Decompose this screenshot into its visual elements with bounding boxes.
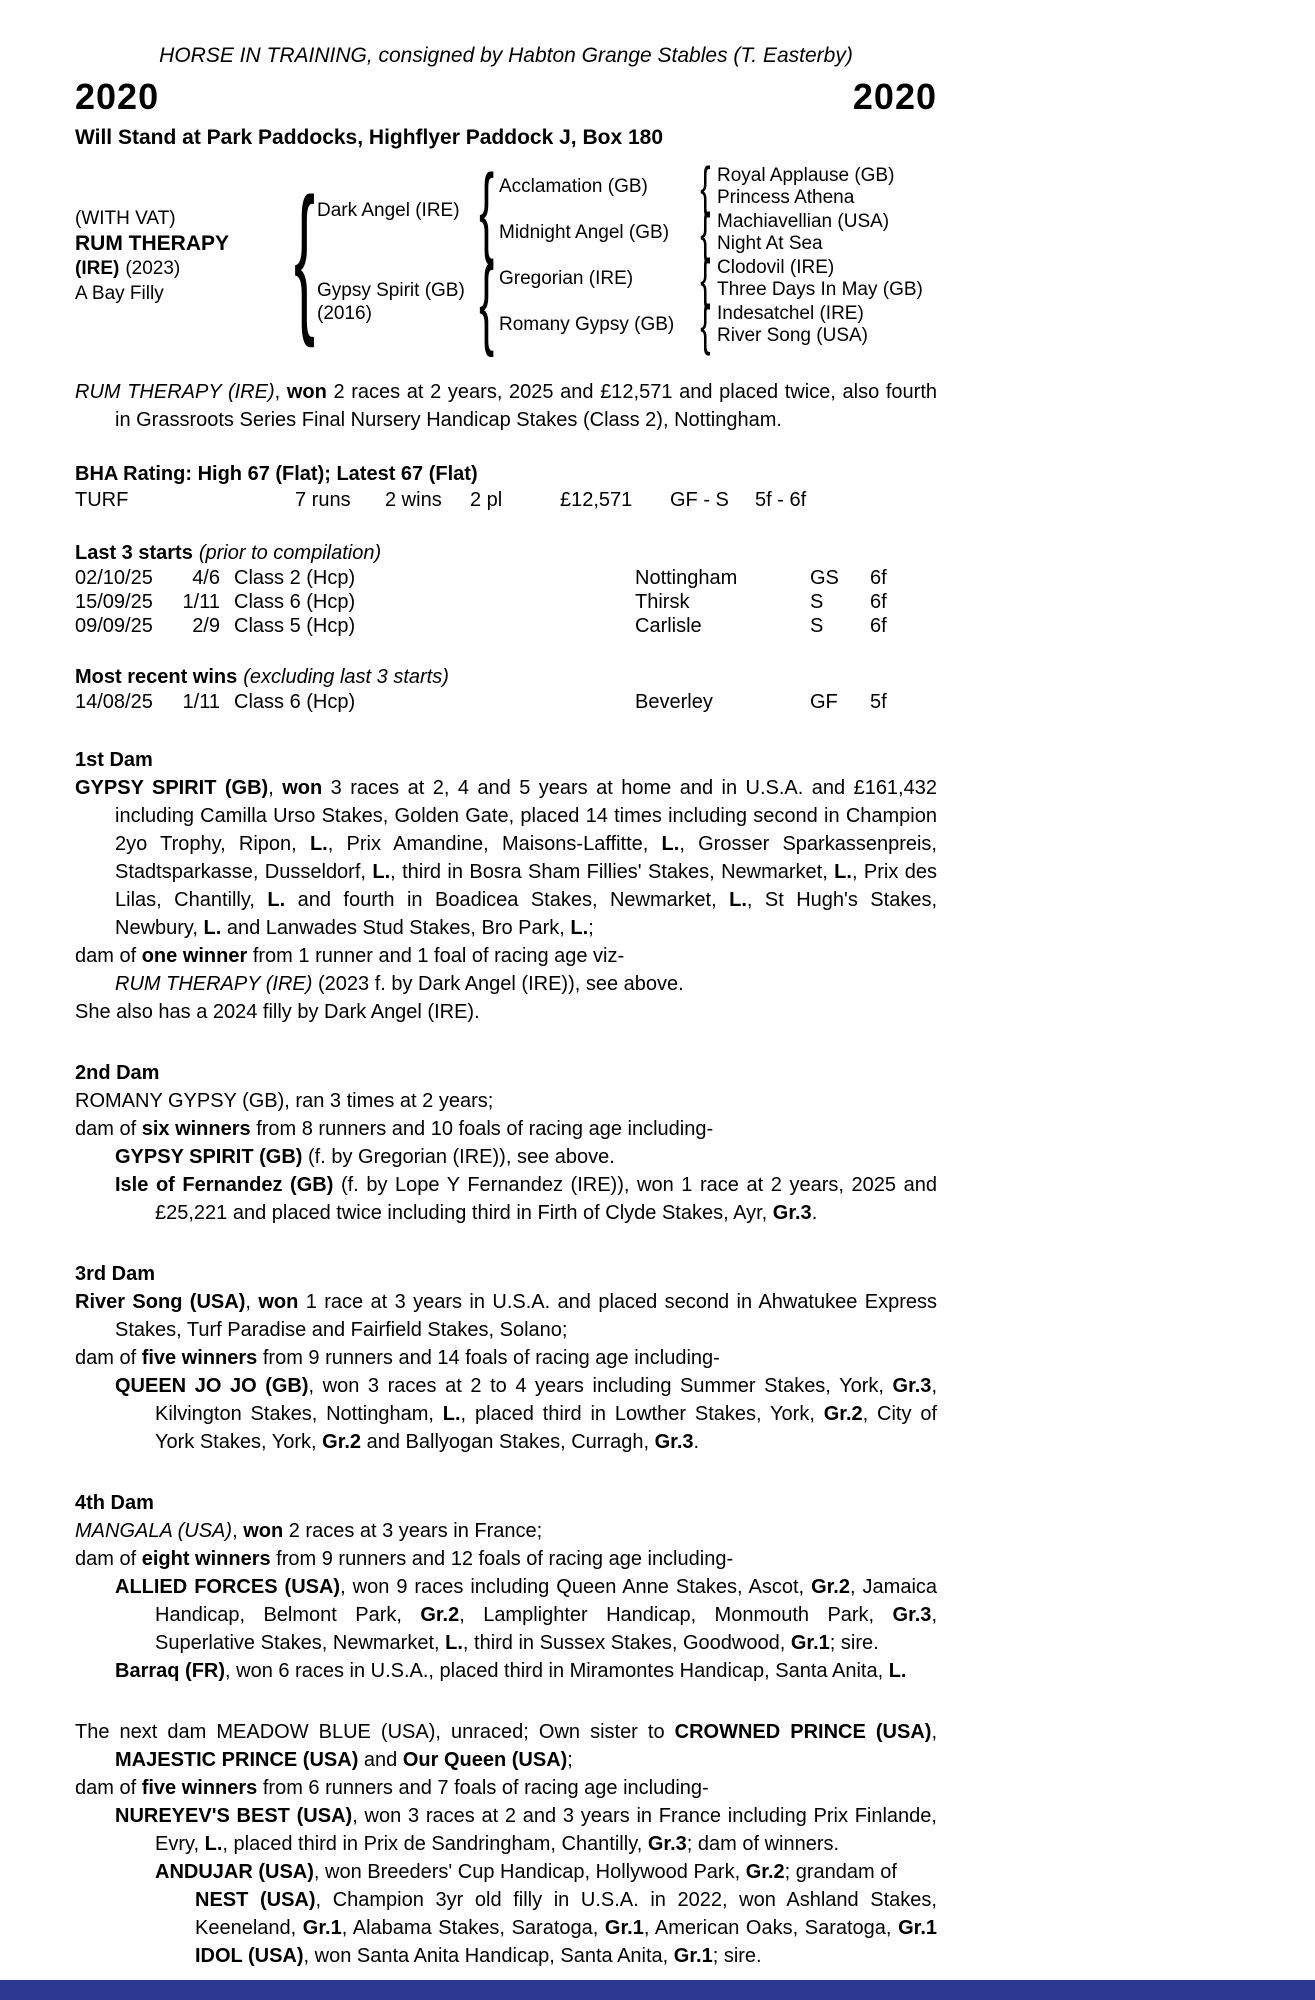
race-summary-text: RUM THERAPY (IRE), won 2 races at 2 years, 2025 and £12,571 and placed twice, also fourth in Grassroots Series Final Nursery Handicap Stakes (Class 2), Nottingham. [75,381,937,431]
third-dam-heading: 3rd Dam [75,1263,156,1285]
gen3-sire: Clodovil (IRE) [717,257,835,278]
race-going: GS [810,567,839,589]
race-date: 09/09/25 [75,615,153,637]
first-dam-note: She also has a 2024 filly by Dark Angel (IRE). [75,1001,480,1023]
second-dam-produce-item: Isle of Fernandez (GB) (f. by Lope Y Fernandez (IRE)), won 1 race at 2 years, 2025 and £25,221 and placed twice including third in Firth of Clyde Stakes, Ayr, Gr.3. [115,1174,937,1224]
turf-summary-row [75,487,937,513]
race-position: 4/6 [192,567,220,589]
race-class: Class 6 (Hcp) [234,691,356,713]
dam-parents [499,247,933,356]
first-dam-produce-intro: dam of one winner from 1 runner and 1 foal of racing age viz- [75,945,625,967]
second-dam-text: ROMANY GYPSY (GB), ran 3 times at 2 years; [75,1090,494,1112]
next-dam-produce-item: ANDUJAR (USA), won Breeders' Cup Handicap, Hollywood Park, Gr.2; grandam of [155,1861,897,1883]
pedigree-brace-small: { [699,247,711,310]
vat-note: (WITH VAT) [75,208,176,229]
fourth-dam-produce-intro: dam of eight winners from 9 runners and 12 foals of racing age including- [75,1548,734,1570]
pedigree-brace-sire: { [479,154,495,266]
gen3-dam: Night At Sea [717,233,823,254]
race-venue: Thirsk [635,591,690,613]
race-class: Class 5 (Hcp) [234,615,356,637]
gen3-pair [717,257,933,301]
lot-number-left: 2020 [75,76,160,117]
race-position: 1/11 [182,591,220,613]
bha-rating-block [75,461,937,513]
horse-year: (2023) [125,258,181,279]
sire-parents [499,155,933,264]
fourth-dam-produce-item: Barraq (FR), won 6 races in U.S.A., placed third in Miramontes Handicap, Santa Anita, L. [115,1660,907,1682]
gen3-dam: Princess Athena [717,187,855,208]
fourth-dam-produce-item: ALLIED FORCES (USA), won 9 races including Queen Anne Stakes, Ascot, Gr.2, Jamaica Handicap, Belmont Park, Gr.2, Lamplighter Handicap, Monmouth Park, Gr.3, Superlative Stakes, Newmarket, L., third in Sussex Stakes, Goodwood, Gr.1; sire. [115,1576,938,1654]
pedigree-table [75,154,937,358]
recent-wins-heading [75,664,937,690]
pedigree-row [499,155,933,218]
second-dam-produce-item: GYPSY SPIRIT (GB) (f. by Gregorian (IRE)), see above. [115,1146,615,1168]
gen3-pair [717,211,933,255]
surface-label: TURF [75,489,129,511]
gen2-name: Acclamation (GB) [499,176,648,197]
next-dam-text: The next dam MEADOW BLUE (USA), unraced; Own sister to CROWNED PRINCE (USA), MAJESTIC PRINCE (USA) and Our Queen (USA); [75,1721,937,1771]
dam-year: (2016) [317,303,372,324]
gen3-dam: River Song (USA) [717,325,868,346]
third-dam-text: River Song (USA), won 1 race at 3 years in U.S.A. and placed second in Ahwatukee Express Stakes, Turf Paradise and Fairfield Stakes, Solano; [75,1291,937,1341]
pedigree-brace-small: { [699,293,711,356]
first-dam-heading: 1st Dam [75,749,153,771]
gen3-sire: Royal Applause (GB) [717,165,895,186]
race-venue: Carlisle [635,615,702,637]
fourth-dam-section [75,1489,937,1685]
race-position: 2/9 [192,615,220,637]
recent-wins-subtitle: (excluding last 3 starts) [243,666,449,688]
distance-range: 5f - 6f [755,489,807,511]
gen2-name: Gregorian (IRE) [499,268,634,289]
pedigree-dam-row [317,246,933,358]
fourth-dam-heading: 4th Dam [75,1492,154,1514]
next-dam-section [75,1718,937,1970]
bha-rating-line: BHA Rating: High 67 (Flat); Latest 67 (Flat) [75,463,478,485]
third-dam-produce-intro: dam of five winners from 9 runners and 14 foals of racing age including- [75,1347,720,1369]
first-dam-section [75,746,937,1026]
gen3-pair [717,165,933,209]
gen3-pair [717,303,933,347]
race-row [75,590,937,614]
gen3-dam: Three Days In May (GB) [717,279,923,300]
going-range: GF - S [670,489,729,511]
consignor-line: HORSE IN TRAINING, consigned by Habton Grange Stables (T. Easterby) [159,44,853,67]
race-going: GF [810,691,838,713]
race-going: S [810,591,824,613]
second-dam-heading: 2nd Dam [75,1062,160,1084]
second-dam-section [75,1059,937,1227]
race-class: Class 6 (Hcp) [234,591,356,613]
sire-name-block [317,199,475,222]
horse-name: RUM THERAPY [75,232,230,255]
stand-location: Will Stand at Park Paddocks, Highflyer Paddock J, Box 180 [75,126,663,149]
race-date: 02/10/25 [75,567,153,589]
page-content [75,44,937,2000]
footer-color-bar [0,1980,1315,2000]
pedigree-subject [75,206,293,306]
pedigree-row [499,247,933,310]
race-venue: Nottingham [635,567,738,589]
last3-starts-block [75,540,937,638]
next-dam-produce-item: NEST (USA), Champion 3yr old filly in U.S.A. in 2022, won Ashland Stakes, Keeneland, Gr.1, Alabama Stakes, Saratoga, Gr.1, American Oaks, Saratoga, Gr.1 IDOL (USA), won Santa Anita Handicap, Santa Anita, Gr.1; sire. [195,1889,937,1967]
last3-subtitle: (prior to compilation) [198,542,382,564]
horse-description: A Bay Filly [75,283,164,304]
pedigree-row [499,201,933,264]
race-distance: 6f [870,567,887,589]
race-row [75,614,937,638]
horse-origin [75,256,293,281]
next-dam-produce-item: NUREYEV'S BEST (USA), won 3 races at 2 and 3 years in France including Prix Finlande, Evry, L., placed third in Prix de Sandringham, Chantilly, Gr.3; dam of winners. [115,1805,937,1855]
sire-name: Dark Angel (IRE) [317,199,460,221]
gen2-name: Midnight Angel (GB) [499,222,670,243]
horse-suffix: (IRE) [75,258,120,279]
earnings-value: £12,571 [560,489,633,511]
race-position: 1/11 [182,691,220,713]
pedigree-gen1 [317,154,933,358]
first-dam-produce-item: RUM THERAPY (IRE) (2023 f. by Dark Angel (IRE)), see above. [115,973,684,995]
runs-count: 7 runs [295,489,351,511]
recent-wins-block [75,664,937,714]
wins-count: 2 wins [385,489,442,511]
race-going: S [810,615,824,637]
last3-heading [75,540,937,566]
first-dam-text: GYPSY SPIRIT (GB), won 3 races at 2, 4 and 5 years at home and in U.S.A. and £161,432 including Camilla Urso Stakes, Golden Gate, placed 14 times including second in Champion 2yo Trophy, Ripon, L., Prix Amandine, Maisons-Laffitte, L., Grosser Sparkassenpreis, Stadtsparkasse, Dusseldorf, L., third in Bosra Sham Fillies' Stakes, Newmarket, L., Prix des Lilas, Chantilly, L. and fourth in Boadicea Stakes, Newmarket, L., St Hugh's Stakes, Newbury, L. and Lanwades Stud Stakes, Bro Park, L.; [75,777,938,939]
pedigree-row [499,293,933,356]
race-row [75,690,937,714]
race-distance: 6f [870,615,887,637]
dam-name: Gypsy Spirit (GB) [317,280,465,301]
fourth-dam-text: MANGALA (USA), won 2 races at 3 years in France; [75,1520,543,1542]
race-date: 15/09/25 [75,591,153,613]
race-date: 14/08/25 [75,691,153,713]
pedigree-brace-main: { [294,163,316,348]
gen3-sire: Machiavellian (USA) [717,211,890,232]
race-distance: 5f [870,691,887,713]
recent-wins-title: Most recent wins [75,666,238,688]
pedigree-brace-dam: { [479,246,495,358]
dam-name-block [317,279,475,325]
pedigree-brace-small: { [699,201,711,264]
third-dam-section [75,1260,937,1456]
gen2-name: Romany Gypsy (GB) [499,314,675,335]
places-count: 2 pl [470,489,503,511]
race-row [75,566,937,590]
pedigree-brace-small: { [699,155,711,218]
race-venue: Beverley [635,691,713,713]
third-dam-produce-item: QUEEN JO JO (GB), won 3 races at 2 to 4 years including Summer Stakes, York, Gr.3, Kilvington Stakes, Nottingham, L., placed third in Lowther Stakes, York, Gr.2, City of York Stakes, York, Gr.2 and Ballyogan Stakes, Curragh, Gr.3. [115,1375,937,1453]
gen3-sire: Indesatchel (IRE) [717,303,864,324]
next-dam-produce-intro: dam of five winners from 6 runners and 7 foals of racing age including- [75,1777,709,1799]
race-distance: 6f [870,591,887,613]
last3-title: Last 3 starts [75,542,193,564]
pedigree-sire-row [317,154,933,266]
lot-number-row [75,76,937,118]
second-dam-produce-intro: dam of six winners from 8 runners and 10 foals of racing age including- [75,1118,714,1140]
race-class: Class 2 (Hcp) [234,567,356,589]
lot-number-right: 2020 [852,76,937,117]
